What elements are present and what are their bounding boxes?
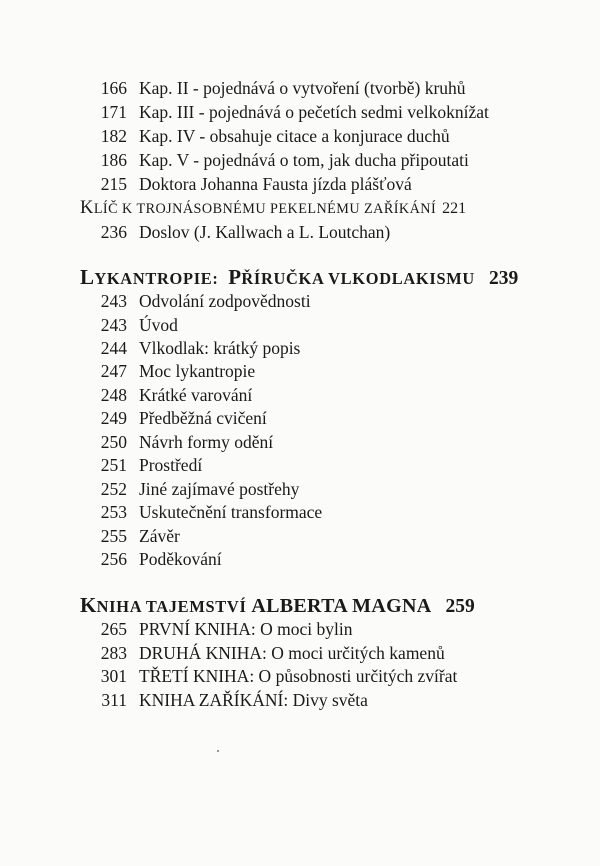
toc-entry-title: Uskutečnění transformace [139,502,323,522]
toc-entry-page: 265 [100,619,127,639]
toc-entry-page: 301 [100,666,127,686]
toc-entry-title: Předběžná cvičení [139,408,267,428]
heading-page: 259 [445,596,475,617]
toc-entry-title: Návrh formy odění [139,432,274,452]
toc-entry-title: Kap. II - pojednává o vytvoření (tvorbě) kruhů [139,78,466,98]
toc-section-heading [80,266,518,290]
toc-entry-page: 236 [100,222,127,242]
heading-initial: K [80,593,97,617]
toc-entry-title: Kap. IV - obsahuje citace a konjurace duchů [139,126,450,146]
toc-entry-page: 166 [100,78,127,98]
toc-entry-title: Jiné zajímavé postřehy [139,479,300,499]
toc-entry-title: Prostředí [139,455,203,475]
toc-entry-page: 248 [100,385,127,405]
toc-entry-page: 182 [100,126,127,146]
toc-entry-page: 311 [101,690,127,710]
toc-entry-page: 252 [100,479,127,499]
heading-part: NIHA TAJEMSTVÍ [96,597,247,616]
toc-entry-title: Kap. V - pojednává o tom, jak ducha připoutati [139,150,469,170]
toc-entry-title: Závěr [139,526,180,546]
toc-entry-title: Poděkování [139,549,222,569]
toc-entry-page: 171 [100,102,127,122]
toc-subsection-entry [80,198,466,219]
toc-entry-title: Vlkodlak: krátký popis [139,338,301,358]
toc-entry-page: 215 [100,174,127,194]
toc-entry-page: 253 [100,502,127,522]
toc-entry-page: 251 [100,455,127,475]
toc-entry-title: DRUHÁ KNIHA: O moci určitých kamenů [139,643,445,663]
toc-entry-title: TŘETÍ KNIHA: O působnosti určitých zvířat [139,666,458,686]
toc-entry-title: Odvolání zodpovědnosti [139,291,311,311]
subsection-initial: K [80,198,94,218]
heading-initial: P [228,265,242,289]
paper-speck [217,750,219,752]
toc-entry-title: PRVNÍ KNIHA: O moci bylin [139,619,353,639]
toc-entry-page: 244 [100,338,127,358]
toc-section-heading [80,594,475,618]
heading-upper: ALBERTA MAGNA [251,595,432,617]
toc-entry-title: KNIHA ZAŘÍKÁNÍ: Divy světa [139,690,368,710]
toc-entry-page: 249 [100,408,127,428]
heading-part: ŘÍRUČKA VLKODLAKISMU [241,269,475,288]
toc-entry-page: 247 [100,361,127,381]
toc-entry-page: 243 [100,315,127,335]
subsection-title: LÍČ K TROJNÁSOBNÉMU PEKELNÉMU ZAŘÍKÁNÍ [93,201,437,217]
toc-entry-page: 250 [100,432,127,452]
toc-entry-page: 255 [100,526,127,546]
toc-entry-title: Moc lykantropie [139,361,256,381]
heading-initial: L [80,265,95,289]
toc-entry-title: Kap. III - pojednává o pečetích sedmi velkoknížat [139,102,489,122]
toc-entry-title: Úvod [139,315,178,335]
toc-entry-title: Doslov (J. Kallwach a L. Loutchan) [139,222,391,242]
toc-entry-page: 256 [100,549,127,569]
toc-entry-title: Krátké varování [139,385,253,405]
heading-part: YKANTROPIE: [94,269,219,288]
toc-entry-page: 283 [100,643,127,663]
toc-entry-title: Doktora Johanna Fausta jízda plášťová [139,174,412,194]
toc-entry-page: 243 [100,291,127,311]
subsection-page: 221 [442,200,467,217]
toc-entry-page: 186 [100,150,127,170]
heading-page: 239 [488,268,519,289]
